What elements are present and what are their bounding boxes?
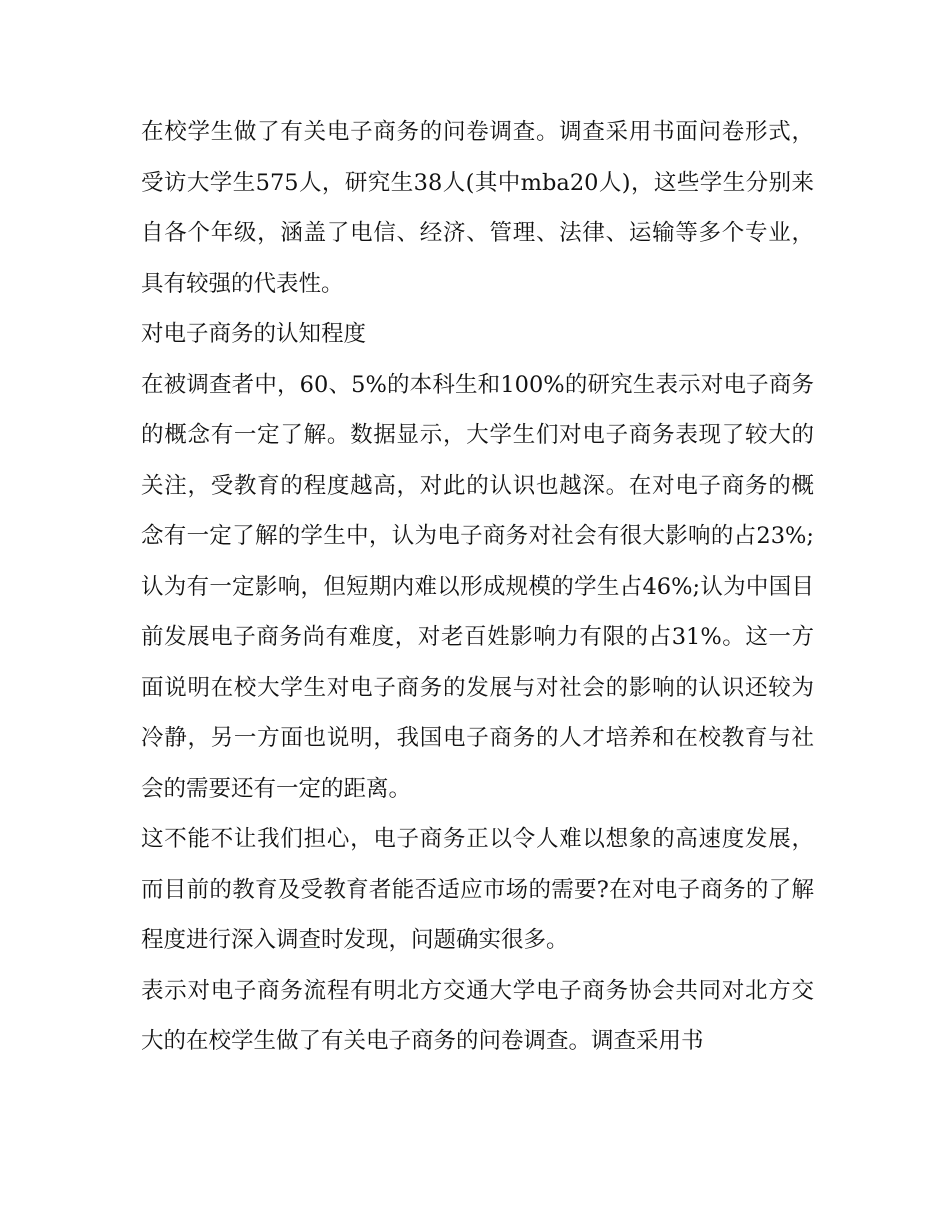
paragraph-concern: 这不能不让我们担心，电子商务正以令人难以想象的高速度发展，而目前的教育及受教育者能否适应市场的需要?在对电子商务的了解程度进行深入调查时发现，问题确实很多。 xyxy=(141,826,814,953)
paragraph-repeat-survey: 表示对电子商务流程有明北方交通大学电子商务协会共同对北方交大的在校学生做了有关电子商务的问卷调查。调查采用书 xyxy=(141,977,814,1054)
paragraph-survey-intro: 在校学生做了有关电子商务的问卷调查。调查采用书面问卷形式，受访大学生575人，研究生38人(其中mba20人)，这些学生分别来自各个年级，涵盖了电信、经济、管理、法律、运输等多个专业，具有较强的代表性。 xyxy=(141,119,814,297)
section-heading-awareness: 对电子商务的认知程度 xyxy=(141,321,367,347)
paragraph-awareness-results: 在被调查者中，60、5%的本科生和100%的研究生表示对电子商务的概念有一定了解。数据显示，大学生们对电子商务表现了较大的关注，受教育的程度越高，对此的认识也越深。在对电子商务的概念有一定了解的学生中，认为电子商务对社会有很大影响的占23%;认为有一定影响，但短期内难以形成规模的学生占46%;认为中国目前发展电子商务尚有难度，对老百姓影响力有限的占31%。这一方面说明在校大学生对电子商务的发展与对社会的影响的认识还较为冷静，另一方面也说明，我国电子商务的人才培养和在校教育与社会的需要还有一定的距离。 xyxy=(141,371,814,802)
